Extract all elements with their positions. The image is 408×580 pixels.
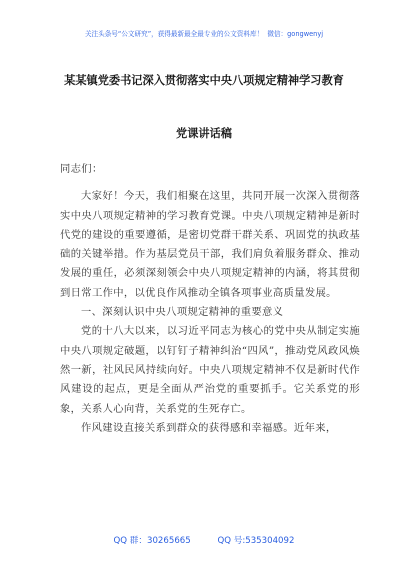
footer <box>0 534 408 546</box>
banner-wechat-text: 微信：gongwenyj <box>267 30 324 38</box>
banner-promo-text: 关注头条号“公文研究”，获得最新最全最专业的公文资料库！ <box>84 30 264 38</box>
document-title-line2: 党课讲话稿 <box>176 127 232 140</box>
document-body <box>60 160 360 438</box>
salutation: 同志们： <box>60 163 103 175</box>
paragraph: 作风建设直接关系到群众的获得感和幸福感。近年来， <box>81 421 337 434</box>
section-heading: 一、深刻认识中央八项规定精神的重要意义 <box>81 306 284 319</box>
qq-number-text: QQ 号:535304092 <box>217 536 295 546</box>
document-title: 某某镇党委书记深入贯彻落实中央八项规定精神学习教育 <box>64 74 344 87</box>
qq-group-text: QQ 群：30265665 <box>113 536 191 546</box>
top-banner <box>0 28 408 38</box>
paragraph: 大家好！今天，我们相聚在这里，共同开展一次深入贯彻落实中央八项规定精神的学习教育党课。中央八项规定精神是新时代党的建设的重要遵循，是密切党群干群关系、巩固党的执政基础的关键举措。作为基层党员干部，我们肩负着服务群众、推动发展的重任，必须深刻领会中央八项规定精神的内涵，将其贯彻到日常工作中，以优良作风推动全镇各项事业高质量发展。 <box>60 190 360 299</box>
paragraph: 党的十八大以来，以习近平同志为核心的党中央从制定实施中央八项规定破题，以钉钉子精神纠治“四风”，推动党风政风焕然一新，社风民风持续向好。中央八项规定精神不仅是新时代作风建设的起点，更是全面从严治党的重要抓手。它关系党的形象，关系人心向背，关系党的生死存亡。 <box>60 325 360 415</box>
